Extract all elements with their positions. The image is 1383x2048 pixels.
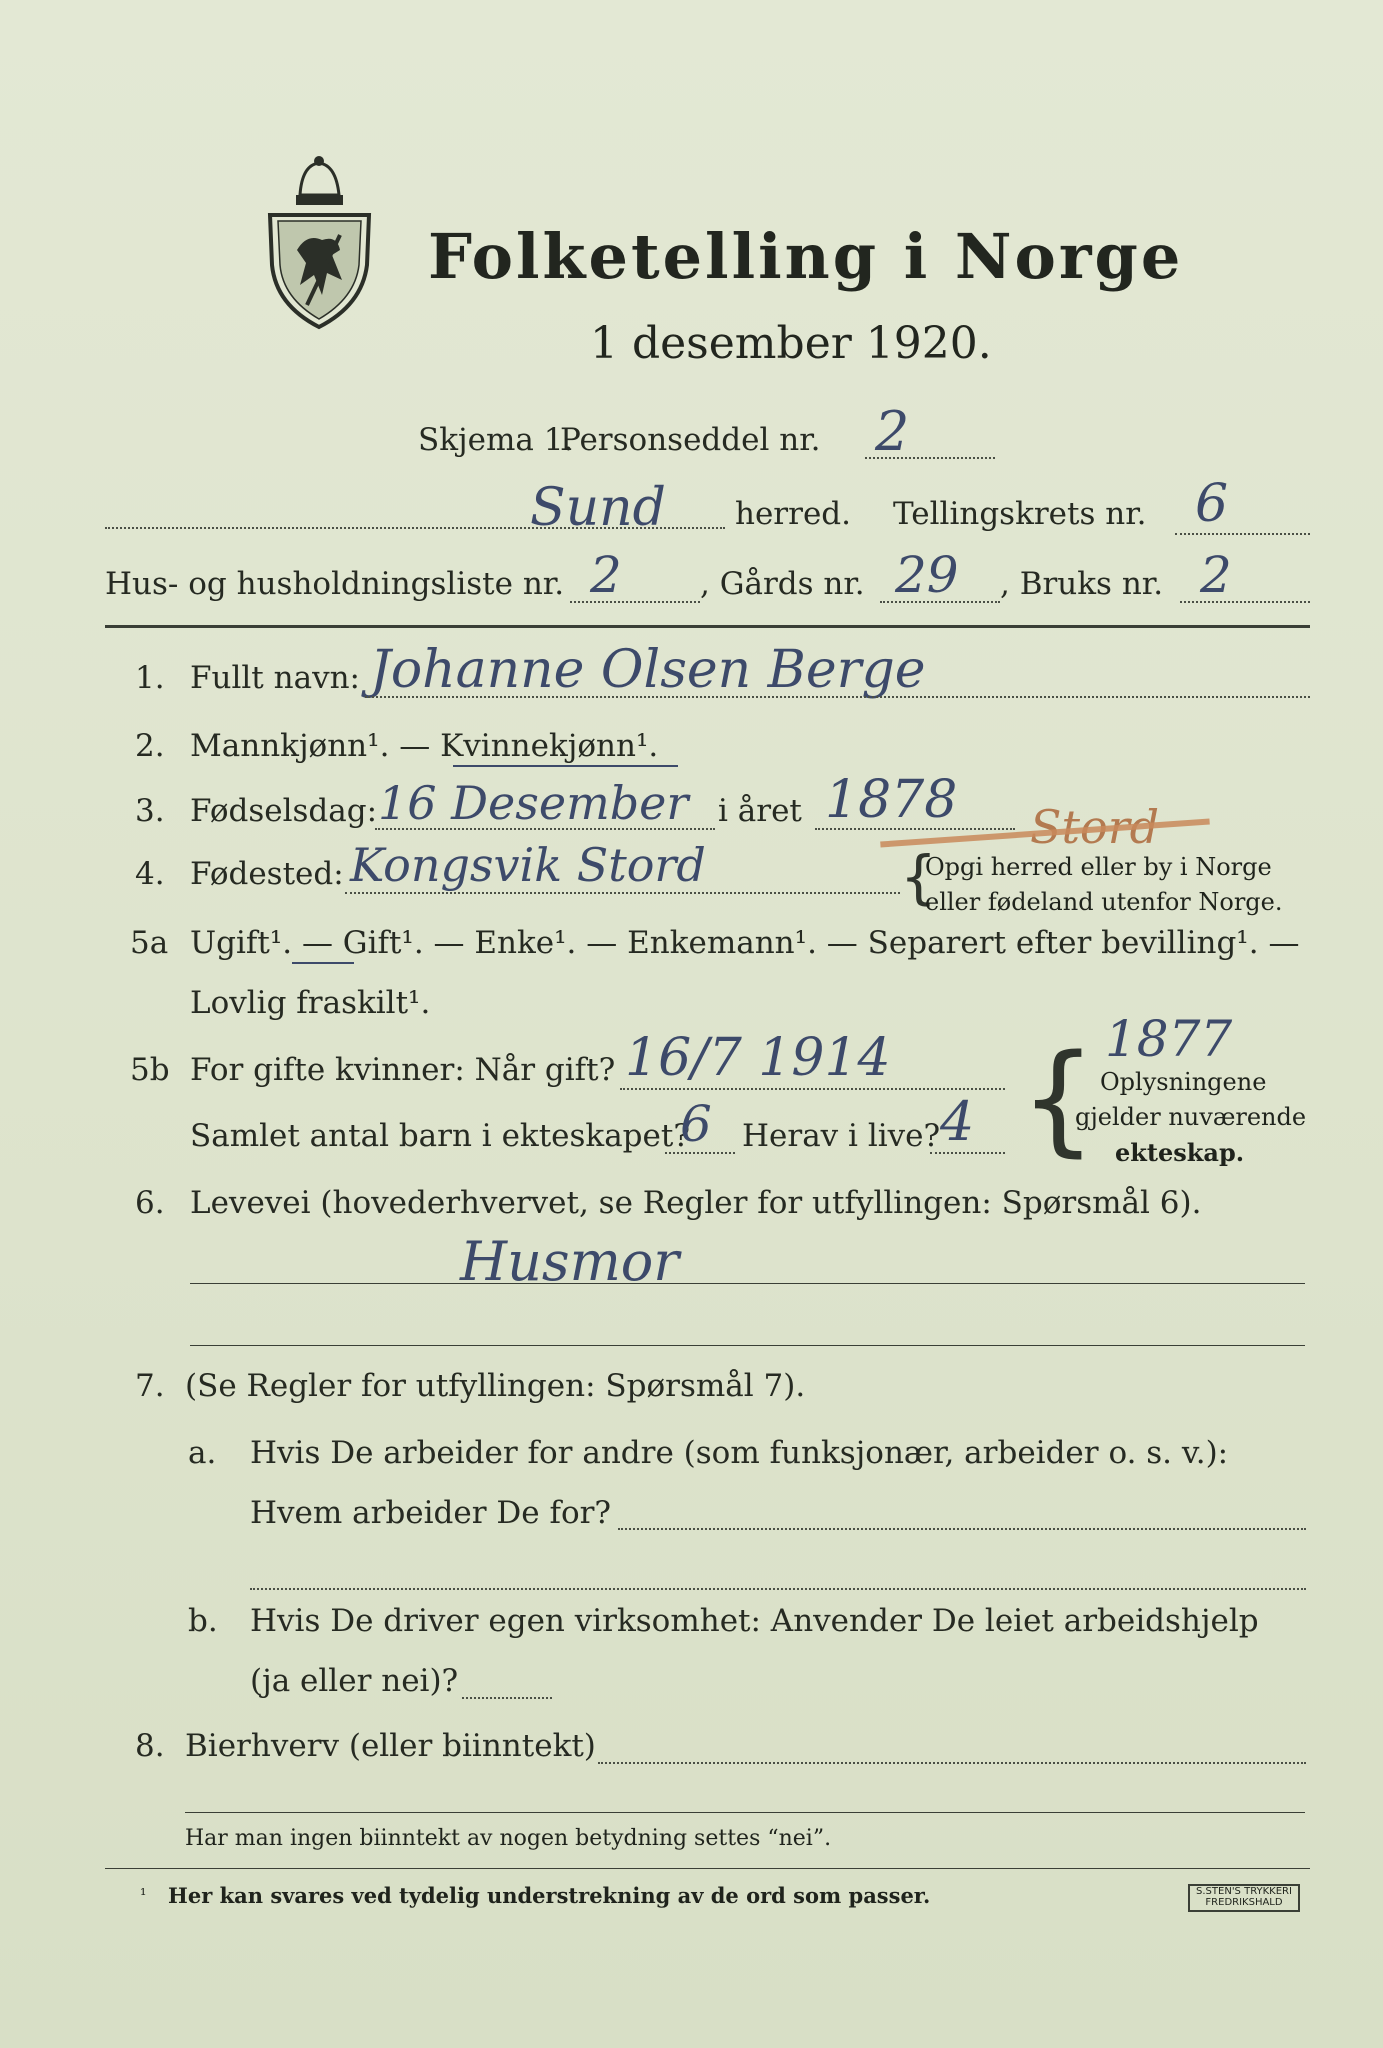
footnote-mark: ¹ — [140, 1885, 147, 1904]
birth-year-label: i året — [718, 793, 802, 829]
side-income-label: Bierhverv (eller biinntekt) — [185, 1728, 596, 1764]
herred-value[interactable]: Sund — [530, 478, 666, 538]
q4-number: 4. — [135, 856, 165, 892]
household-list-label: Hus- og husholdningsliste nr. — [105, 566, 565, 602]
q7-label: (Se Regler for utfyllingen: Spørsmål 7). — [185, 1368, 806, 1404]
marital-status-divorced: Lovlig fraskilt¹. — [190, 985, 431, 1021]
census-date: 1 desember 1920. — [590, 318, 992, 369]
side-income-note: Har man ingen biinntekt av nogen betydning settes “nei”. — [185, 1826, 832, 1851]
marital-status-options: Ugift¹. — Gift¹. — Enke¹. — Enkemann¹. — Separert efter bevilling¹. — — [190, 925, 1300, 961]
printer-stamp — [1188, 1884, 1300, 1912]
occupation-label: Levevei (hovederhvervet, se Regler for utfyllingen: Spørsmål 6). — [190, 1185, 1202, 1221]
birthplace-note-line1: Opgi herred eller by i Norge — [925, 853, 1272, 881]
gender-selection-underline — [453, 765, 678, 767]
q5b-number: 5b — [130, 1052, 170, 1088]
birthplace-field-line — [345, 892, 900, 894]
q2-number: 2. — [135, 728, 165, 764]
tellingskrets-value[interactable]: 6 — [1195, 474, 1229, 534]
occupation-field-line1 — [190, 1283, 1305, 1284]
hired-help-field-line[interactable] — [462, 1697, 552, 1699]
children-total-label: Samlet antal barn i ekteskapet? — [190, 1118, 690, 1154]
hired-help-label: (ja eller nei)? — [250, 1663, 459, 1699]
tellingskrets-field-line — [1175, 533, 1310, 535]
q7a-line1: Hvis De arbeider for andre (som funksjonær, arbeider o. s. v.): — [250, 1435, 1229, 1471]
birthplace-value[interactable]: Kongsvik Stord — [350, 838, 706, 892]
q8-number: 8. — [135, 1728, 165, 1764]
marriage-note-line3: ekteskap. — [1115, 1138, 1245, 1167]
household-list-value[interactable]: 2 — [590, 546, 622, 604]
occupation-value[interactable]: Husmor — [460, 1230, 680, 1293]
personseddel-field-line — [865, 457, 995, 459]
personseddel-value[interactable]: 2 — [875, 400, 910, 463]
employer-field-line2[interactable] — [250, 1588, 1306, 1590]
q3-label: Fødselsdag: — [190, 793, 378, 829]
children-alive-field-line — [930, 1152, 1005, 1154]
footnote-text: Her kan svares ved tydelig understrekning av de ord som passer. — [168, 1883, 931, 1908]
birthday-value[interactable]: 16 Desember — [378, 776, 689, 830]
marriage-note-brace: { — [1020, 1030, 1097, 1169]
birthplace-struck-text: Stord — [1030, 800, 1160, 854]
tellingskrets-label: Tellingskrets nr. — [893, 496, 1147, 532]
birthplace-note-brace: { — [900, 843, 937, 911]
q4-label: Fødested: — [190, 856, 344, 892]
schema-label: Skjema 1. — [418, 422, 574, 458]
birthplace-note-line2: eller fødeland utenfor Norge. — [925, 888, 1283, 916]
full-name-field-line — [365, 696, 1310, 698]
full-name-value[interactable]: Johanne Olsen Berge — [370, 640, 926, 700]
children-total-value[interactable]: 6 — [680, 1095, 712, 1153]
household-list-field-line — [570, 601, 700, 603]
bruks-label: , Bruks nr. — [1000, 566, 1164, 602]
q7a-letter: a. — [188, 1435, 217, 1471]
footer-divider — [105, 1868, 1310, 1869]
header-divider — [105, 625, 1310, 628]
margin-year-annotation: 1877 — [1105, 1010, 1233, 1068]
q7-number: 7. — [135, 1368, 165, 1404]
marriage-note-line1: Oplysningene — [1100, 1068, 1267, 1096]
employer-field-line[interactable] — [618, 1528, 1306, 1530]
employer-label: Hvem arbeider De for? — [250, 1495, 612, 1531]
side-income-field-line[interactable] — [598, 1762, 1306, 1764]
children-total-field-line — [665, 1152, 735, 1154]
birth-year-field-line — [815, 828, 1015, 830]
birth-year-value[interactable]: 1878 — [825, 770, 958, 830]
herred-field-line — [105, 527, 725, 529]
q7b-letter: b. — [188, 1603, 218, 1639]
gards-field-line — [880, 601, 1000, 603]
gards-value[interactable]: 29 — [895, 546, 959, 604]
bruks-field-line — [1180, 601, 1310, 603]
q1-label: Fullt navn: — [190, 660, 360, 696]
marriage-note-line2: gjelder nuværende — [1075, 1103, 1307, 1131]
children-alive-label: Herav i live? — [742, 1118, 941, 1154]
occupation-field-line2 — [190, 1345, 1305, 1346]
side-income-field-line2 — [185, 1812, 1305, 1813]
printer-stamp-line2: FREDRIKSHALD — [1205, 1897, 1283, 1908]
marital-status-selection-underline — [292, 962, 354, 964]
personseddel-label: Personseddel nr. — [560, 422, 821, 458]
q1-number: 1. — [135, 660, 165, 696]
q6-number: 6. — [135, 1185, 165, 1221]
bruks-value[interactable]: 2 — [1200, 546, 1232, 604]
q3-number: 3. — [135, 793, 165, 829]
q5a-number: 5a — [130, 925, 169, 961]
gards-label: , Gårds nr. — [700, 566, 865, 602]
gender-options: Mannkjønn¹. — Kvinnekjønn¹. — [190, 728, 659, 764]
coat-of-arms-icon — [262, 155, 377, 330]
marriage-date-label: For gifte kvinner: Når gift? — [190, 1052, 616, 1088]
q7b-line1: Hvis De driver egen virksomhet: Anvender De leiet arbeidshjelp — [250, 1603, 1259, 1639]
printer-stamp-line1: S.STEN'S TRYKKERI — [1196, 1886, 1292, 1897]
marriage-date-value[interactable]: 16/7 1914 — [625, 1028, 891, 1088]
form-title: Folketelling i Norge — [428, 220, 1184, 293]
herred-label: herred. — [735, 496, 851, 532]
children-alive-value[interactable]: 4 — [940, 1090, 975, 1153]
birthday-field-line — [375, 828, 715, 830]
